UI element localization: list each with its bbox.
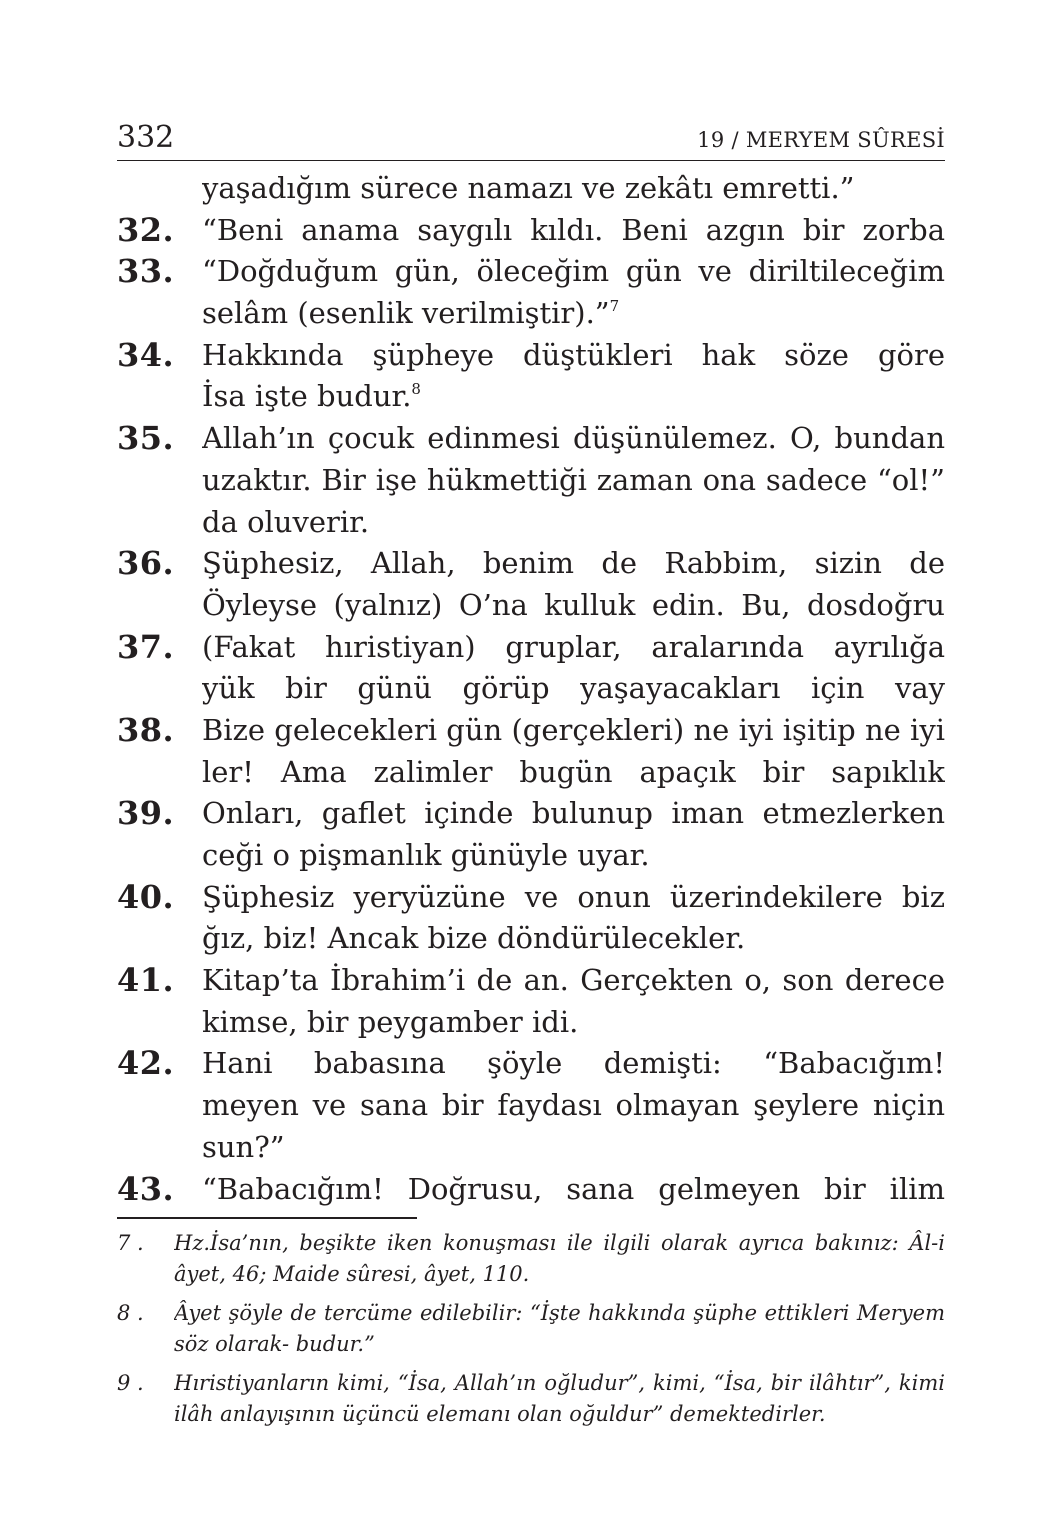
verse-line-text [202,335,945,377]
verse-line-text [202,877,945,919]
footnote-rule [117,1217,417,1219]
text-line [117,376,945,418]
text-line [117,835,945,877]
verse-line-text [202,1085,945,1127]
footnote-number: 8 . [117,1301,144,1325]
footnote [117,1228,945,1290]
footnote [117,1368,945,1430]
verse-line-text [202,1127,945,1169]
verse-line-text [202,918,945,960]
line-text: Kitap’ta İbrahim’i de an. Gerçekten o, son derece [202,963,945,998]
verse-line-text [202,1002,945,1044]
verse-line-text [202,960,945,1002]
text-line [117,210,945,252]
footnote-marker: 7 [609,297,620,316]
text-line [117,1169,945,1211]
line-text: yük bir günü görüp yaşayacakları için vay [202,671,945,706]
verse-number: 34. [117,335,175,374]
verse-line-text [202,210,945,252]
text-line [117,335,945,377]
line-text: Şüphesiz yeryüzüne ve onun üzerindekilere biz [202,879,945,914]
line-text: Allah’ın çocuk edinmesi düşünülemez. O, bundan [202,421,945,456]
verse-line-text [202,710,945,752]
verse-line-text [202,376,945,418]
verse-number: 41. [117,961,175,1000]
verse-text [117,168,945,1210]
text-line [117,251,945,293]
verse-number: 40. [117,877,175,916]
text-line [117,710,945,752]
line-text: “Babacığım! Doğrusu, sana gelmeyen bir ilim [202,1171,945,1206]
footnote-line: Âyet şöyle de tercüme edilebilir: “İşte hakkında şüphe ettikleri Meryem [174,1301,945,1325]
line-text: İsa işte budur. [202,379,412,414]
text-line [117,960,945,1002]
verse-number: 42. [117,1044,175,1083]
footnote-marker: 8 [411,380,421,399]
line-text: Şüphesiz, Allah, benim de Rabbim, sizin de [202,546,945,581]
line-text: (Fakat hıristiyan) gruplar, aralarında ayrılığa [202,629,945,664]
verse-line-text [202,168,945,210]
text-line [117,460,945,502]
text-line [117,502,945,544]
text-line [117,918,945,960]
text-line [117,668,945,710]
verse-line-text [202,752,945,794]
text-line [117,627,945,669]
verse-number: 39. [117,794,175,833]
line-text: meyen ve sana bir faydası olmayan şeylere niçin [202,1088,945,1123]
line-text: Onları, gaflet içinde bulunup iman etmezlerken [202,796,945,831]
line-text: uzaktır. Bir işe hükmettiği zaman ona sadece “ol!” [202,462,945,497]
line-text: ceği o pişmanlık günüyle uyar. [202,838,650,872]
line-text: Hakkında şüpheye düştükleri hak söze göre [202,337,945,372]
verse-line-text [202,835,945,877]
page-number: 332 [117,120,175,155]
line-text: ğız, biz! Ancak bize döndürülecekler. [202,921,746,956]
line-text: Bize gelecekleri gün (gerçekleri) ne iyi işitip ne iyi [202,712,945,747]
verse-line-text [202,793,945,835]
text-line [117,168,945,210]
text-line [117,1002,945,1044]
line-text: sun?” [202,1129,285,1164]
text-line [117,543,945,585]
line-text: “Beni anama saygılı kıldı. Beni azgın bir zorba [202,212,945,247]
footnote-line: ilâh anlayışının üçüncü elemanı olan oğuldur” demektedirler. [174,1402,826,1426]
line-text: da oluverir. [202,504,370,539]
footnotes [117,1228,945,1438]
verse-line-text [202,627,945,669]
verse-number: 35. [117,419,175,458]
footnote-number: 7 . [117,1231,144,1255]
text-line [117,752,945,794]
verse-line-text [202,668,945,710]
line-text: ler! Ama zalimler bugün apaçık bir sapıklık [202,754,945,789]
line-text: yaşadığım sürece namazı ve zekâtı emretti.” [202,171,855,205]
text-line [117,1085,945,1127]
verse-line-text [202,1169,945,1211]
verse-line-text [202,460,945,502]
verse-line-text [202,1043,945,1085]
footnote-line: söz olarak- budur.” [174,1332,375,1356]
text-line [117,1127,945,1169]
text-line [117,418,945,460]
footnote-number: 9 . [117,1371,144,1395]
verse-line-text [202,502,945,544]
verse-number: 32. [117,210,175,249]
text-line [117,1043,945,1085]
verse-number: 37. [117,627,175,666]
verse-line-text [202,543,945,585]
text-line [117,293,945,335]
verse-number: 33. [117,252,175,291]
verse-line-text [202,251,945,293]
line-text: “Doğduğum gün, öleceğim gün ve diriltileceğim [202,254,945,289]
footnote-line: Hz.İsa’nın, beşikte iken konuşması ile ilgili olarak ayrıca bakınız: Âl-i [174,1231,945,1255]
page-header [117,118,945,158]
footnote-line: âyet, 46; Maide sûresi, âyet, 110. [174,1262,530,1286]
line-text: Öyleyse (yalnız) O’na kulluk edin. Bu, dosdoğru [202,587,945,622]
text-line [117,793,945,835]
footnote-line: Hıristiyanların kimi, “İsa, Allah’ın oğludur”, kimi, “İsa, bir ilâhtır”, kimi [174,1371,945,1395]
verse-number: 36. [117,544,175,583]
verse-number: 38. [117,710,175,749]
line-text: Hani babasına şöyle demişti: “Babacığım! [202,1046,945,1081]
text-line [117,585,945,627]
text-line [117,877,945,919]
header-rule [117,160,945,161]
footnote [117,1298,945,1360]
verse-line-text [202,293,945,335]
verse-line-text [202,418,945,460]
running-head: 19 / MERYEM SÛRESİ [697,128,945,152]
line-text: selâm (esenlik verilmiştir).” [202,296,610,331]
line-text: kimse, bir peygamber idi. [202,1004,579,1039]
verse-number: 43. [117,1169,175,1208]
verse-line-text [202,585,945,627]
